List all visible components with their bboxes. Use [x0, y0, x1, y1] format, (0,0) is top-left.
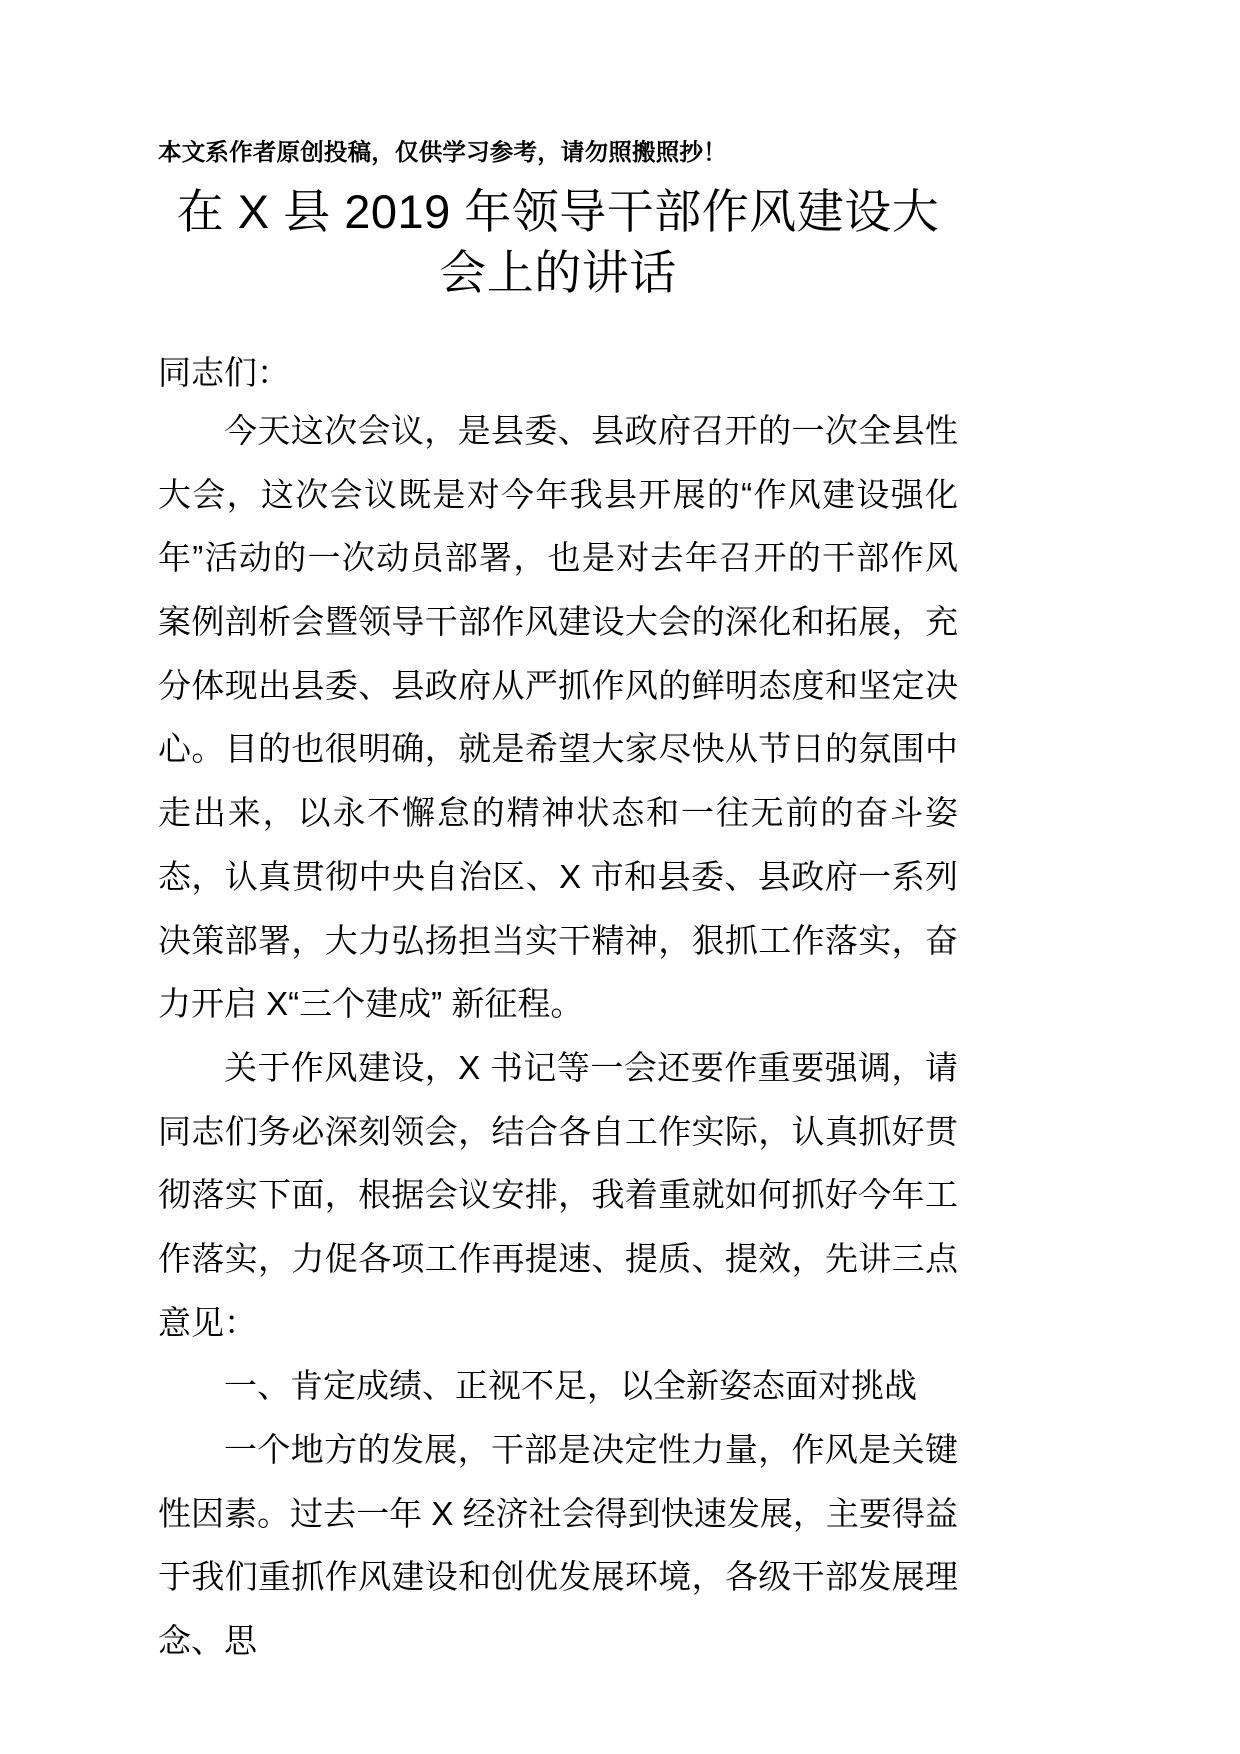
page-title: 在 X 县 2019 年领导干部作风建设大会上的讲话 [176, 185, 940, 300]
body-paragraph-1: 今天这次会议，是县委、县政府召开的一次全县性大会，这次会议既是对今年我县开展的“作风建设强化年”活动的一次动员部署，也是对去年召开的干部作风案例剖析会暨领导干部作风建设大会的深化和拓展，充分体现出县委、县政府从严抓作风的鲜明态度和坚定决心。目的也很明确，就是希望大家尽快从节日的氛围中走出来，以永不懈怠的精神状态和一往无前的奋斗姿态，认真贯彻中央自治区、X 市和县委、县政府一系列决策部署，大力弘扬担当实干精神，狠抓工作落实，奋力开启 X“三个建成” 新征程。 [158, 412, 958, 1023]
salutation: 同志们： [158, 353, 290, 391]
body-paragraph-3: 一个地方的发展，干部是决定性力量，作风是关键性因素。过去一年 X 经济社会得到快速发展，主要得益于我们重抓作风建设和创优发展环境，各级干部发展理念、思 [158, 1431, 958, 1660]
closing-paragraph-clip [158, 1418, 958, 1673]
body-paragraph-2: 关于作风建设，X 书记等一会还要作重要强调，请同志们务必深刻领会，结合各自工作实际，认真抓好贯彻落实下面，根据会议安排，我着重就如何抓好今年工作落实，力促各项工作再提速、提质、提效，先讲三点意见： [158, 1048, 958, 1341]
document-content [158, 0, 958, 1673]
section-heading-1: 一、肯定成绩、正视不足，以全新姿态面对挑战 [224, 1367, 917, 1405]
copyright-notice: 本文系作者原创投稿，仅供学习参考，请勿照搬照抄！ [158, 139, 727, 165]
